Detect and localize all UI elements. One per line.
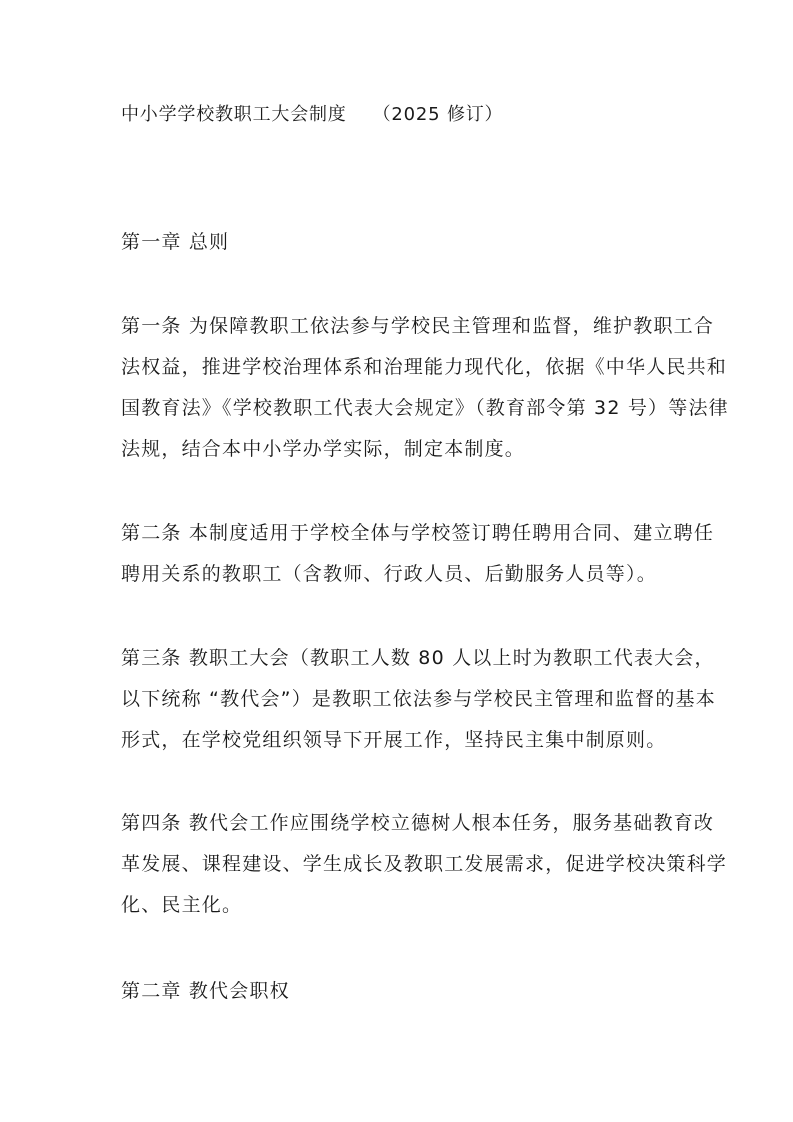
paragraph-line: 形式，在学校党组织领导下开展工作，坚持民主集中制原则。 (121, 729, 667, 751)
paragraph-line: 第二条 本制度适用于学校全体与学校签订聘任聘用合同、建立聘任 (121, 522, 715, 544)
paragraph-line: 以下统称 “教代会”）是教职工依法参与学校民主管理和监督的基本 (121, 688, 716, 710)
title-text: 中小学学校教职工大会制度 (121, 104, 347, 125)
paragraph-line: 法规，结合本中小学办学实际，制定本制度。 (121, 438, 526, 460)
chapter-2-heading: 第二章 教代会职权 (121, 980, 290, 1002)
paragraph-line: 第三条 教职工大会（教职工人数 80 人以上时为教职工代表大会， (121, 647, 715, 669)
title-revision: （2025 修订） (372, 104, 504, 125)
paragraph-line: 革发展、课程建设、学生成长及教职工发展需求，促进学校决策科学 (121, 853, 728, 875)
paragraph-line: 国教育法》《学校教职工代表大会规定》（教育部令第 32 号）等法律 (121, 397, 729, 419)
paragraph-line: 化、民主化。 (121, 894, 243, 916)
document-title (121, 103, 503, 127)
paragraph-line: 聘用关系的教职工（含教师、行政人员、后勤服务人员等）。 (121, 563, 657, 585)
paragraph-line: 第一条 为保障教职工依法参与学校民主管理和监督，维护教职工合 (121, 315, 715, 337)
chapter-1-heading: 第一章 总则 (121, 231, 230, 253)
paragraph-line: 法权益，推进学校治理体系和治理能力现代化，依据《中华人民共和 (121, 356, 728, 378)
paragraph-line: 第四条 教代会工作应围绕学校立德树人根本任务，服务基础教育改 (121, 812, 715, 834)
